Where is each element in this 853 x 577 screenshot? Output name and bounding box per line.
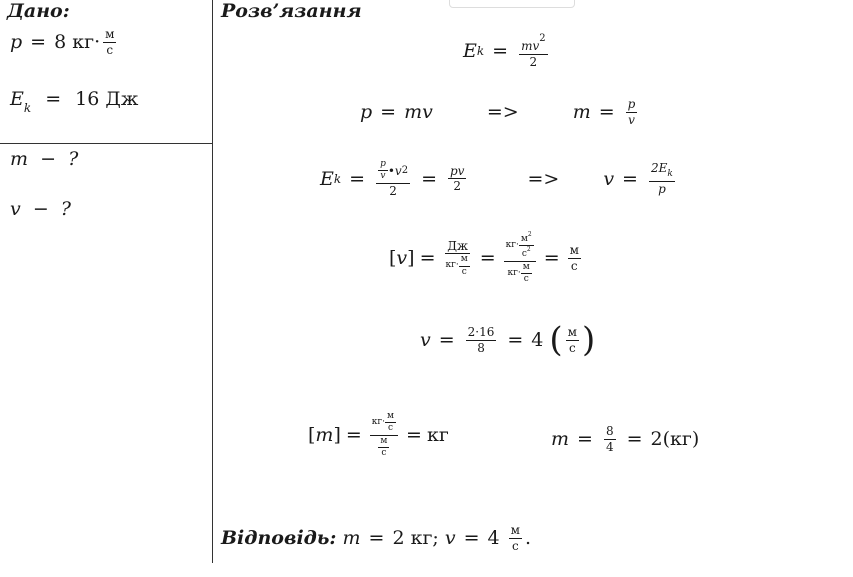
eq-momentum: p = mv => m = $\frac{p}{v}$ xyxy=(360,97,636,127)
given-divider-horizontal xyxy=(0,143,212,144)
eq-units-v: [ v ] = Дж кг· $\frac{м}{с}$ = кг· $\frac{м^2}{с^2}$ кг· $\frac{м}{с}$ = $\frac{м}{с}$ xyxy=(389,231,579,285)
answer-label: Відповідь: xyxy=(221,527,337,550)
top-tab-outline xyxy=(449,0,575,8)
given-divider-vertical xyxy=(212,0,213,563)
find-m: m − ? xyxy=(10,148,79,170)
eq-calc-m: m = $\frac{8}{4}$ = 2(кг) xyxy=(551,424,700,454)
given-momentum: p = 8 кг· $\frac{м}{с}$ xyxy=(10,27,115,57)
given-heading: Дано: xyxy=(7,0,70,22)
given-energy: $E_k = 16$ Дж xyxy=(10,88,139,115)
find-v: v − ? xyxy=(10,198,71,220)
eq-kinetic-energy: E k = $\frac{mv^2}{2}$ xyxy=(463,33,546,69)
eq-units-m: [ m ] = кг· $\frac{м}{с}$ $\frac{м}{с}$ = кг xyxy=(308,411,449,459)
eq-calc-v: v = $\frac{2\cdot 16}{8}$ = 4 ( $\frac{м}{с}$ ) xyxy=(420,320,596,360)
eq-energy-substitution: E k = $\frac{p}{v}$ • v 2 2 = $\frac{pv}{2}$ => v = $\frac{2E_k}{p}$ xyxy=(320,159,673,198)
answer-line: Відповідь: m = 2 кг; v = 4 $\frac{м}{с}$ . xyxy=(221,523,532,553)
solution-heading: Розв’язання xyxy=(221,0,362,22)
